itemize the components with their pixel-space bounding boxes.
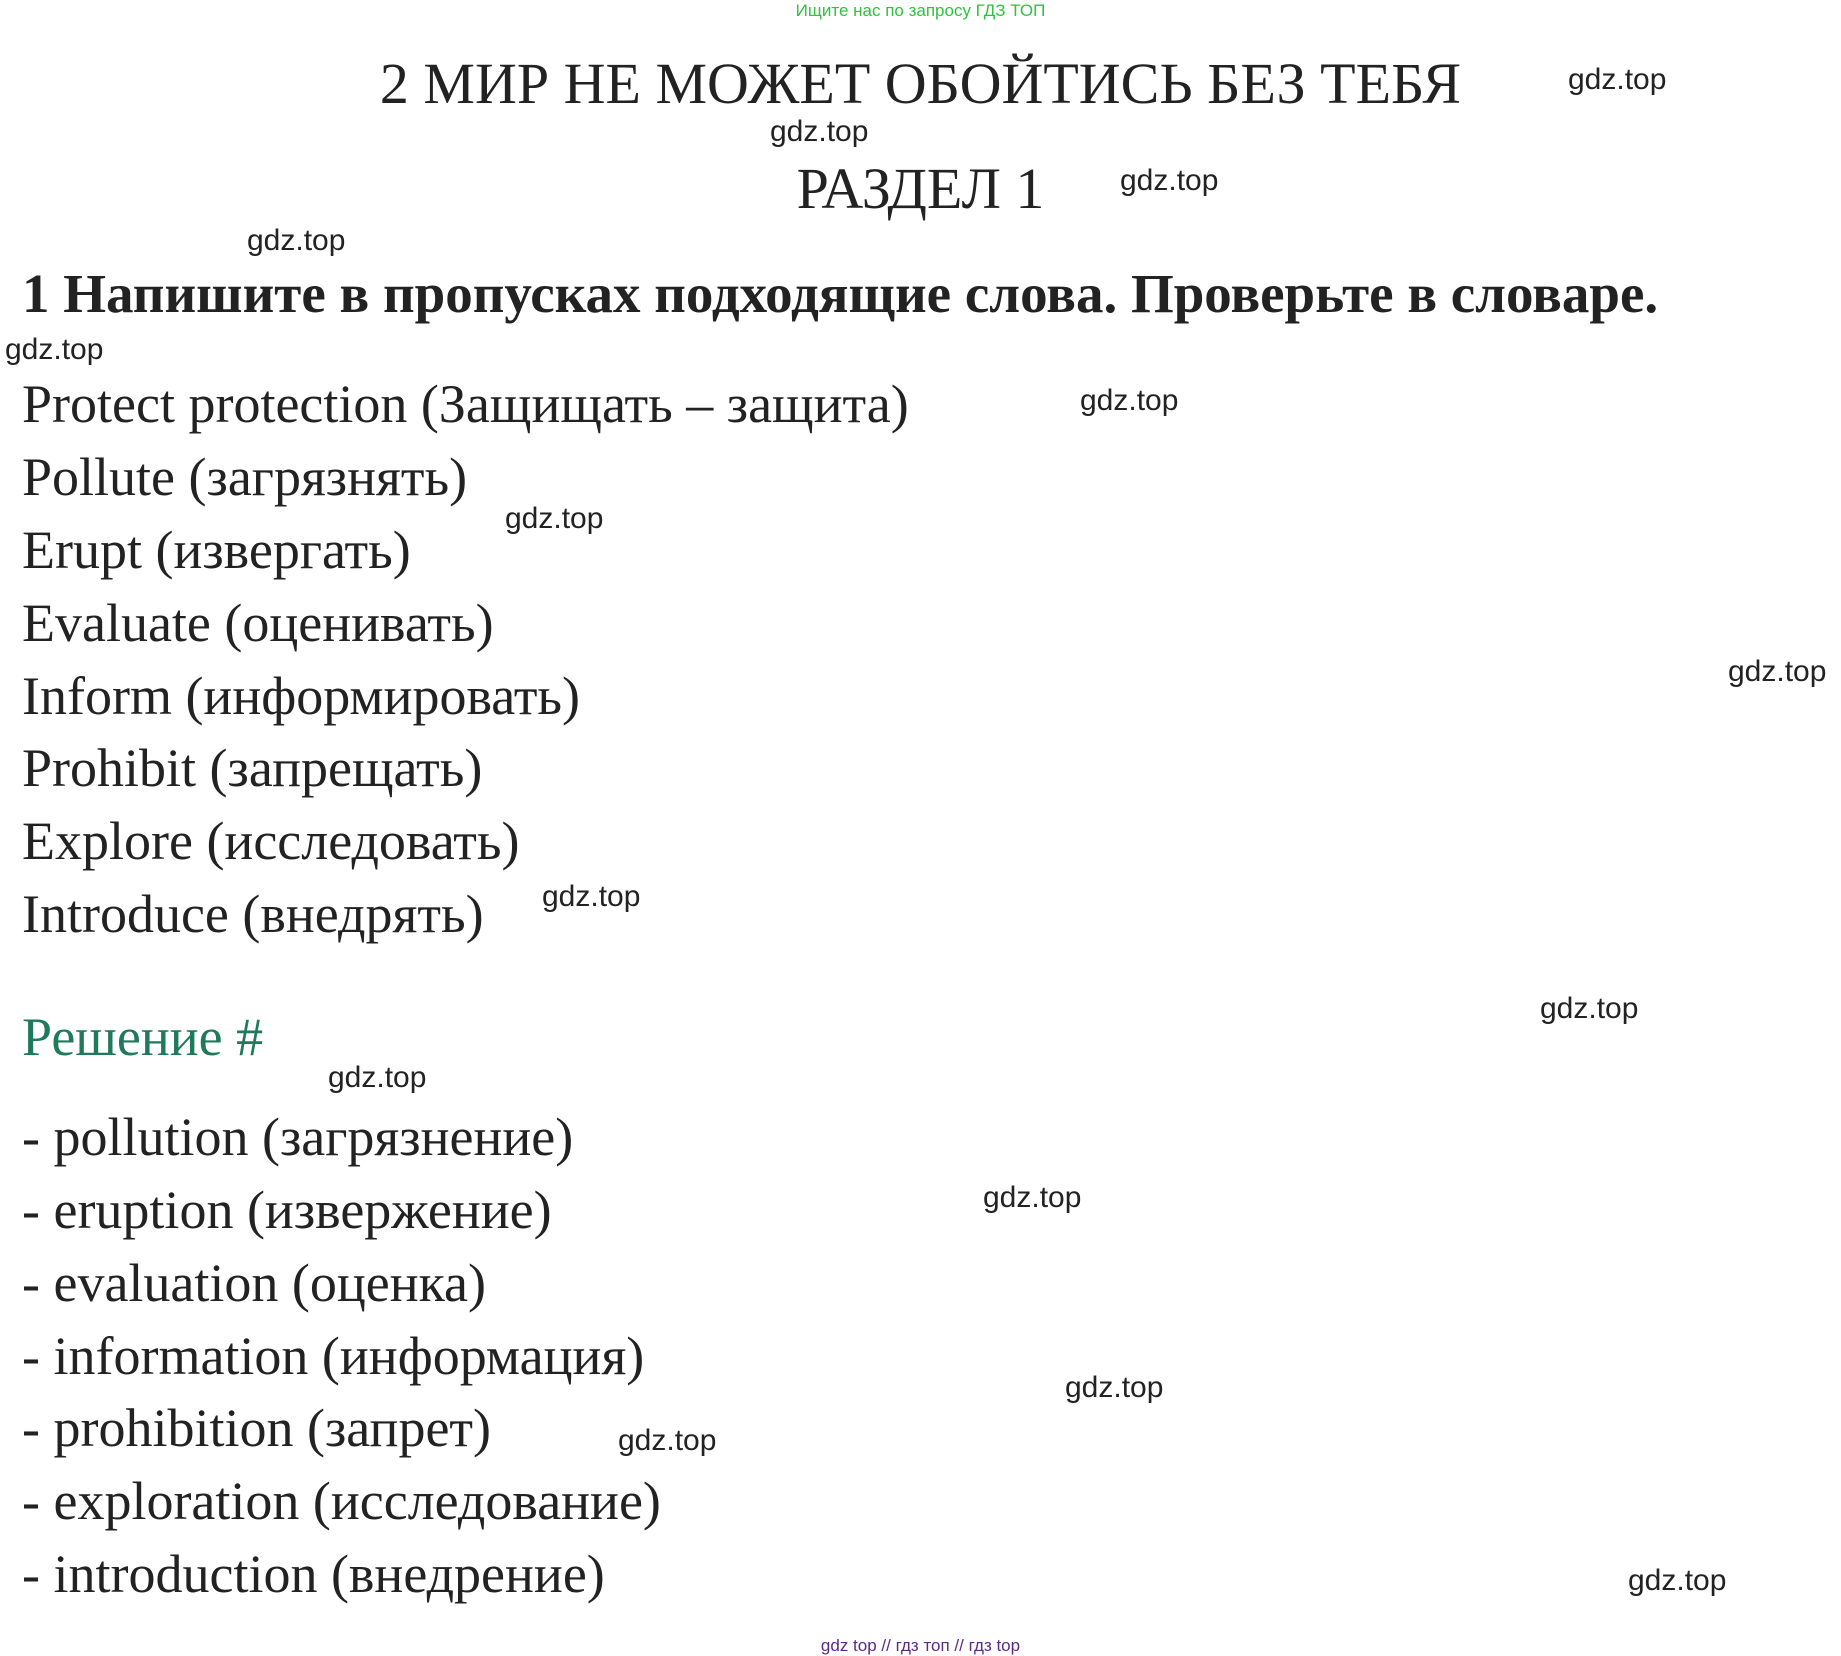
word-item: Prohibit (запрещать) [22, 738, 483, 798]
word-item: Evaluate (оценивать) [22, 593, 494, 653]
section-title: РАЗДЕЛ 1 [796, 156, 1045, 221]
watermark: gdz.top [542, 880, 641, 913]
answer-item: - eruption (извержение) [22, 1180, 552, 1240]
answer-item: - pollution (загрязнение) [22, 1107, 574, 1167]
answer-item: - evaluation (оценка) [22, 1253, 487, 1313]
page-title: 2 МИР НЕ МОЖЕТ ОБОЙТИСЬ БЕЗ ТЕБЯ [379, 51, 1462, 116]
watermark: gdz.top [1065, 1371, 1164, 1404]
watermark: gdz.top [1628, 1564, 1727, 1597]
answer-item: - exploration (исследование) [22, 1471, 661, 1531]
top-banner: Ищите нас по запросу ГДЗ ТОП [795, 1, 1046, 20]
watermark: gdz.top [1540, 992, 1639, 1025]
watermark: gdz.top [618, 1424, 717, 1457]
watermark: gdz.top [770, 115, 869, 148]
word-item: Inform (информировать) [22, 666, 581, 726]
watermark: gdz.top [328, 1061, 427, 1094]
watermark: gdz.top [1568, 63, 1667, 96]
word-item: Introduce (внедрять) [22, 884, 484, 944]
word-item: Explore (исследовать) [22, 811, 520, 871]
watermark: gdz.top [247, 224, 346, 257]
answer-item: - information (информация) [22, 1326, 645, 1386]
task-heading: 1 Напишите в пропусках подходящие слова. Проверьте в словаре. [22, 263, 1659, 324]
word-item: Pollute (загрязнять) [22, 447, 468, 507]
answer-item: - introduction (внедрение) [22, 1544, 605, 1604]
word-item: Protect protection (Защищать – защита) [22, 374, 909, 434]
watermark: gdz.top [1080, 384, 1179, 417]
watermark: gdz.top [1120, 164, 1219, 197]
solution-heading: Решение # [22, 1007, 264, 1067]
word-item: Erupt (извергать) [22, 520, 411, 580]
watermark: gdz.top [505, 502, 604, 535]
answer-item: - prohibition (запрет) [22, 1398, 491, 1458]
watermark: gdz.top [5, 333, 104, 366]
watermark: gdz.top [1728, 655, 1827, 688]
footer-watermark: gdz top // гдз топ // гдз top [820, 1636, 1021, 1655]
watermark: gdz.top [983, 1181, 1082, 1214]
